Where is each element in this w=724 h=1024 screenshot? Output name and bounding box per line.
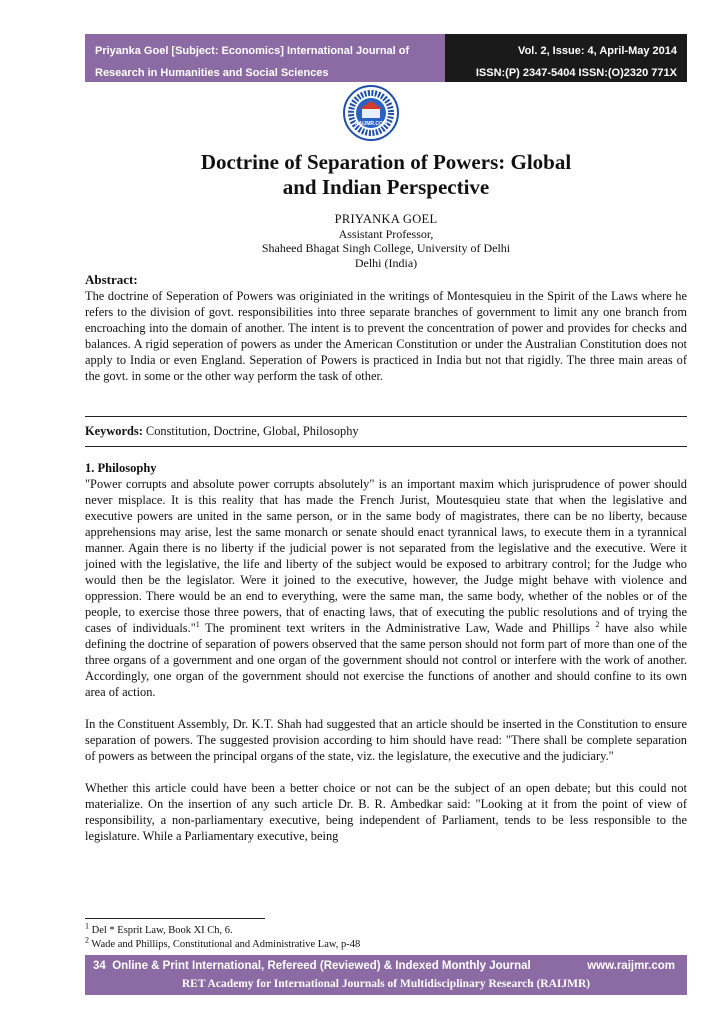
divider-top — [85, 416, 687, 417]
keywords-text: Constitution, Doctrine, Global, Philosophy — [142, 424, 359, 438]
logo-building-icon — [362, 109, 380, 118]
footnote-ref-1: 1 — [195, 619, 200, 629]
divider-bottom — [85, 446, 687, 447]
footer-journal-description: Online & Print International, Refereed (Reviewed) & Indexed Monthly Journal — [112, 960, 531, 972]
title-line1: Doctrine of Separation of Powers: Global — [200, 150, 572, 174]
author-name: PRIYANKA GOEL — [334, 212, 438, 226]
keywords — [85, 424, 687, 439]
footnote-1-text: Del * Esprit Law, Book XI Ch, 6. — [89, 925, 233, 936]
header-right-line2: ISSN:(P) 2347-5404 ISSN:(O)2320 771X — [475, 67, 677, 79]
author-affiliation2: Shaheed Bhagat Singh College, University of Delhi — [261, 241, 511, 255]
footer-website-link[interactable]: www.raijmr.com — [587, 960, 675, 972]
header-right-line1: Vol. 2, Issue: 4, April-May 2014 — [518, 45, 677, 57]
header-journal-info — [85, 34, 445, 82]
section-philosophy — [85, 460, 687, 860]
section-heading: 1. Philosophy — [85, 461, 157, 475]
page-number: 34 — [93, 960, 106, 972]
footnote-divider — [85, 918, 265, 919]
footnote-1-number: 1 — [85, 921, 89, 931]
header-left-line1: Priyanka Goel [Subject: Economics] International Journal of — [95, 45, 410, 57]
logo-center-text: RAIJMR.COM — [354, 121, 388, 127]
footnote-ref-2: 2 — [595, 619, 600, 629]
paper-title — [85, 150, 687, 200]
author-block — [85, 212, 687, 270]
journal-logo — [342, 84, 400, 142]
abstract-heading: Abstract: — [85, 272, 138, 287]
footer-publisher: RET Academy for International Journals of Multidisciplinary Research (RAIJMR) — [181, 978, 591, 990]
footnote-1 — [85, 921, 687, 938]
paragraph-3: Whether this article could have been a better choice or not can be the subject of an open debate; but this could not materialize. On the insertion of any such article Dr. B. R. Ambedkar said: "Looking at it from the point of view of responsibility, a non-parliamentary executive, being independent of Parliament, tends to be less responsible to the legislature. While a Parliamentary executive, being — [85, 781, 687, 843]
footnote-2-number: 2 — [85, 935, 89, 945]
header-left-line2: Research in Humanities and Social Sciences — [95, 67, 329, 79]
footnotes — [85, 921, 687, 952]
footer-info — [93, 957, 531, 975]
footnote-2-text: Wade and Phillips, Constitutional and Administrative Law, p-48 — [89, 939, 361, 950]
paragraph-1-part-a: "Power corrupts and absolute power corrupts absolutely" is an important maxim which jurisprudence of power should never misplace. It is this reality that has made the French Jurist, Moutesquieu state that when the legislative and executive powers are united in the same person, or in the same body of magistrates, there can be no liberty, because apprehensions may arise, lest the same monarch or senate should enact tyrannical laws, to execute them in a tyrannical manner. Again there is no liberty if the judicial power is not separated from the legislative and the executive. Were it joined with the legislative, the life and liberty of the subject would be exposed to arbitrary control; for the Judge who would then be the legislator. Were it joined to the executive, however, the Judge might behave with violence and oppression. There would be an end to everything, were the same man, the same body, whether of the nobles or of the people, to exercise those three powers, that of enacting laws, that of executing the public resolutions and of trying the cases of individuals." — [85, 477, 687, 635]
paragraph-2: In the Constituent Assembly, Dr. K.T. Shah had suggested that an article should be inserted in the Constitution to ensure separation of powers. The suggested provision according to him should have read: "There shall be complete separation of powers as between the principal organs of the state, viz. the legislature, the executive and the judiciary." — [85, 717, 687, 763]
author-affiliation1: Assistant Professor, — [338, 226, 434, 241]
footer-line1 — [85, 955, 687, 975]
abstract — [85, 272, 687, 384]
footnote-2 — [85, 935, 687, 952]
paragraph-1-part-c: have also while defining the doctrine of separation of powers observed that the same person should not form part of more than one of the three organs of a government and one organ of the government should not control or interfere with the work of another. Accordingly, one organ of the government should not exercise the functions of another and should confine to its own area of action. — [85, 621, 688, 699]
paragraph-1 — [85, 476, 687, 700]
journal-header — [85, 34, 687, 82]
keywords-label: Keywords: — [85, 424, 143, 438]
title-line2: and Indian Perspective — [282, 175, 490, 199]
author-affiliation3: Delhi (India) — [354, 255, 418, 270]
paragraph-1-part-b: The prominent text writers in the Administrative Law, Wade and Phillips — [199, 621, 596, 635]
journal-footer — [85, 955, 687, 995]
header-issue-info — [445, 34, 687, 82]
abstract-text: The doctrine of Seperation of Powers was originiated in the writings of Montesquieu in the Spirit of the Laws where he refers to the division of govt. responsibilities into three separate branches of government to limit any one branch from encroaching into the domain of another. The intent is to prevent the concentration of power and provides for checks and balances. A rigid seperation of powers as under the American Constitution or under the Australian Constitution does not apply to India or even England. Seperation of Powers is practiced in India but not that rigidly. The three main areas of the govt. in some or the other way perform the task of other. — [85, 289, 687, 383]
